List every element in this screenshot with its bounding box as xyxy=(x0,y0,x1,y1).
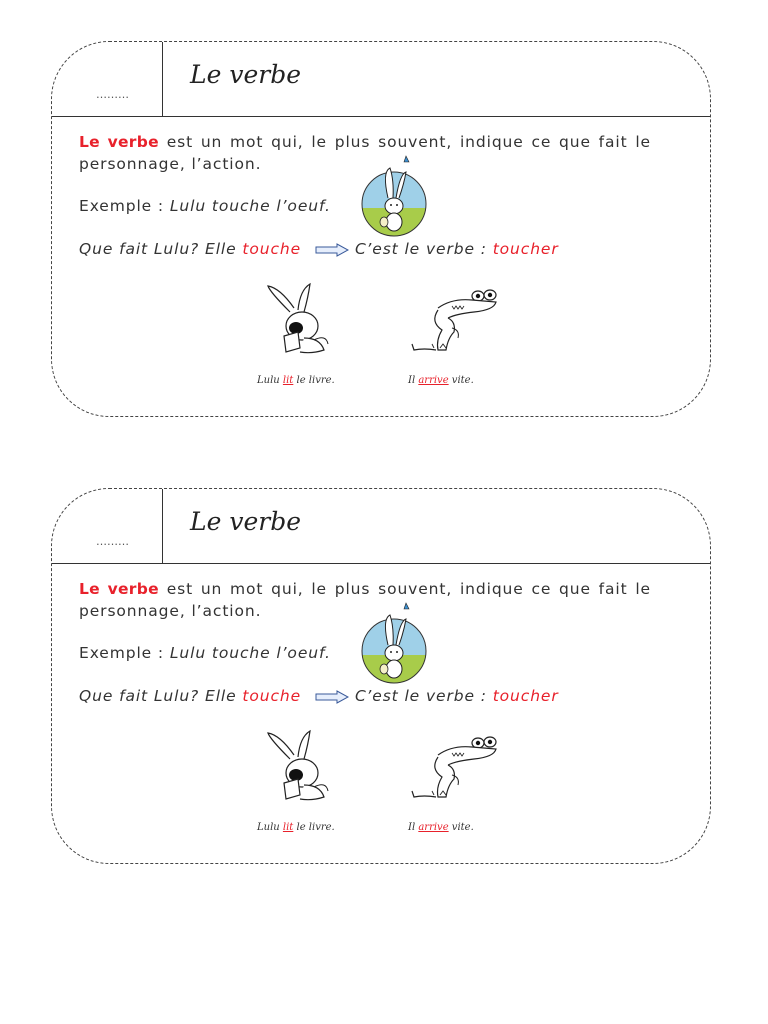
caption-text: Lulu xyxy=(257,822,283,833)
caption-reading xyxy=(257,375,335,386)
definition-text: est un mot qui, le plus souvent, indique ce que fait le personnage, l’action. xyxy=(79,580,651,620)
caption-verb: arrive xyxy=(418,375,449,386)
result-infinitive: toucher xyxy=(492,240,559,258)
result-infinitive: toucher xyxy=(492,687,559,705)
caption-verb: lit xyxy=(282,375,294,386)
example-line xyxy=(79,644,331,662)
caption-verb: lit xyxy=(282,822,294,833)
example-line xyxy=(79,197,331,215)
definition-keyword: Le verbe xyxy=(79,133,159,151)
lesson-card xyxy=(51,41,711,417)
caption-text: vite. xyxy=(448,375,474,386)
caption-text: le livre. xyxy=(293,822,335,833)
question-line xyxy=(79,687,559,705)
header-divider xyxy=(162,42,163,116)
result-prefix: C’est le verbe : xyxy=(355,240,493,258)
question-line xyxy=(79,240,559,258)
header-rule xyxy=(52,563,710,564)
caption-verb: arrive xyxy=(418,822,449,833)
crocodile-illustration xyxy=(408,735,500,807)
example-label: Exemple : xyxy=(79,644,170,662)
question-verb: touche xyxy=(242,687,302,705)
caption-text: vite. xyxy=(448,822,474,833)
crocodile-illustration xyxy=(408,288,500,360)
number-placeholder: ……… xyxy=(96,88,129,101)
card-title: Le verbe xyxy=(190,60,302,89)
caption-text: Il xyxy=(408,822,419,833)
question-prefix: Que fait Lulu? Elle xyxy=(79,687,243,705)
caption-arriving xyxy=(408,375,474,386)
example-sentence: Lulu touche l’oeuf. xyxy=(169,644,331,662)
header-divider xyxy=(162,489,163,563)
lulu-egg-illustration xyxy=(360,154,428,240)
example-label: Exemple : xyxy=(79,197,170,215)
question-prefix: Que fait Lulu? Elle xyxy=(79,240,243,258)
example-sentence: Lulu touche l’oeuf. xyxy=(169,197,331,215)
caption-text: Il xyxy=(408,375,419,386)
arrow-right-icon xyxy=(315,690,349,704)
lulu-reading-illustration xyxy=(264,282,336,358)
definition-text: est un mot qui, le plus souvent, indique ce que fait le personnage, l’action. xyxy=(79,133,651,173)
arrow-right-icon xyxy=(315,243,349,257)
question-verb: touche xyxy=(242,240,302,258)
caption-arriving xyxy=(408,822,474,833)
card-title: Le verbe xyxy=(190,507,302,536)
lesson-card xyxy=(51,488,711,864)
result-prefix: C’est le verbe : xyxy=(355,687,493,705)
caption-text: Lulu xyxy=(257,375,283,386)
definition-keyword: Le verbe xyxy=(79,580,159,598)
lulu-egg-illustration xyxy=(360,601,428,687)
lulu-reading-illustration xyxy=(264,729,336,805)
number-placeholder: ……… xyxy=(96,535,129,548)
caption-text: le livre. xyxy=(293,375,335,386)
caption-reading xyxy=(257,822,335,833)
header-rule xyxy=(52,116,710,117)
